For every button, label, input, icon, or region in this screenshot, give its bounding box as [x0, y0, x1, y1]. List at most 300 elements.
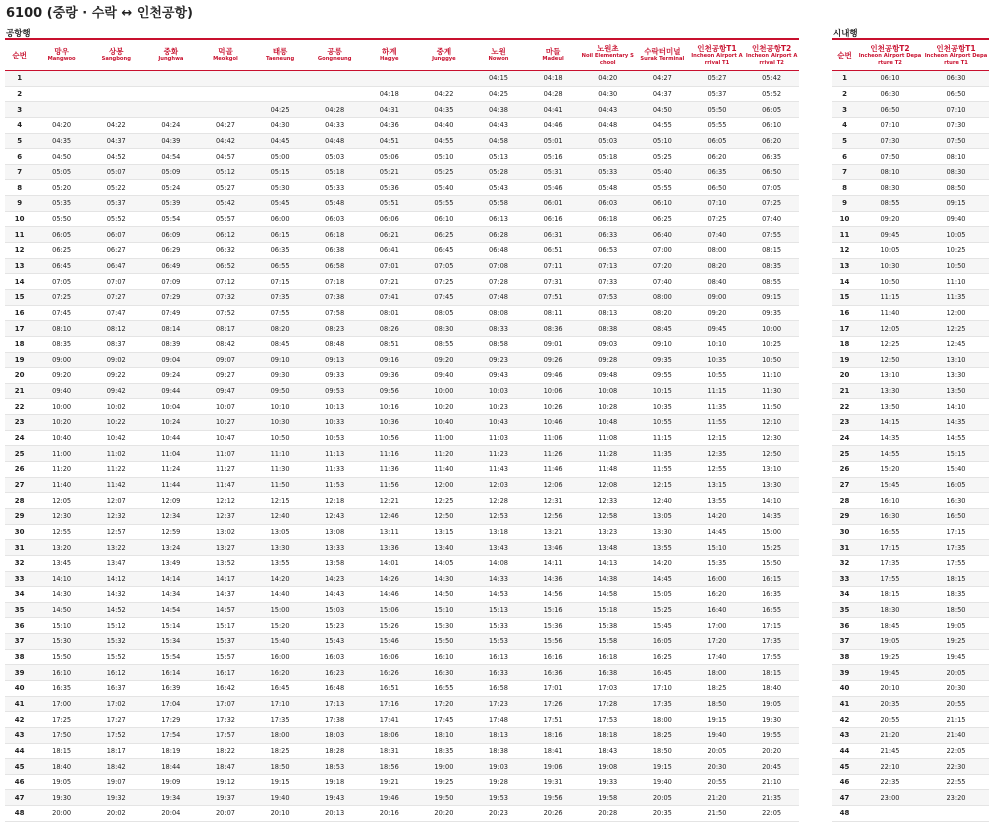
time-cell: 11:03	[471, 430, 526, 446]
time-cell: 09:13	[307, 352, 362, 368]
time-cell: 12:07	[89, 493, 144, 509]
row-number: 5	[5, 133, 34, 149]
inbound-header-row	[832, 39, 989, 71]
time-cell: 14:36	[526, 571, 581, 587]
time-cell: 12:00	[923, 305, 989, 321]
time-cell: 13:55	[690, 493, 745, 509]
time-cell: 09:26	[526, 352, 581, 368]
time-cell: 06:16	[526, 211, 581, 227]
time-cell: 10:25	[744, 336, 799, 352]
table-row	[5, 634, 799, 650]
column-header-ko: 노원	[491, 47, 506, 57]
time-cell: 18:40	[34, 759, 89, 775]
time-cell: 17:53	[580, 712, 635, 728]
time-cell: 07:40	[744, 211, 799, 227]
time-cell: 15:50	[34, 649, 89, 665]
row-number: 37	[832, 634, 857, 650]
time-cell: 21:20	[857, 727, 923, 743]
row-number: 44	[5, 743, 34, 759]
time-cell: 07:18	[307, 274, 362, 290]
table-row	[832, 462, 989, 478]
time-cell: 08:33	[471, 321, 526, 337]
row-number: 32	[5, 555, 34, 571]
row-number: 6	[5, 149, 34, 165]
time-cell: 05:43	[471, 180, 526, 196]
time-cell: 14:58	[580, 587, 635, 603]
time-cell: 09:45	[857, 227, 923, 243]
time-cell: 07:58	[307, 305, 362, 321]
time-cell: 15:54	[144, 649, 199, 665]
time-cell: 10:00	[417, 383, 472, 399]
time-cell: 16:20	[690, 587, 745, 603]
time-cell: 20:00	[34, 806, 89, 822]
time-cell: 17:35	[857, 555, 923, 571]
time-cell: 09:40	[923, 211, 989, 227]
time-cell: 14:35	[744, 508, 799, 524]
table-row	[832, 289, 989, 305]
time-cell: 17:01	[526, 680, 581, 696]
time-cell: 12:50	[417, 508, 472, 524]
time-cell: 16:55	[744, 602, 799, 618]
time-cell: 12:50	[857, 352, 923, 368]
time-cell: 08:45	[635, 321, 690, 337]
time-cell: 10:46	[526, 415, 581, 431]
column-header-en: Junggye	[432, 56, 456, 63]
time-cell: 05:50	[34, 211, 89, 227]
table-row	[832, 321, 989, 337]
table-row	[832, 305, 989, 321]
row-number: 18	[832, 336, 857, 352]
time-cell: 09:20	[690, 305, 745, 321]
time-cell: 18:25	[635, 727, 690, 743]
row-number: 13	[5, 258, 34, 274]
time-cell: 14:55	[923, 430, 989, 446]
time-cell: 19:45	[923, 649, 989, 665]
time-cell: 12:08	[580, 477, 635, 493]
time-cell: 17:13	[307, 696, 362, 712]
outbound-column-header	[144, 39, 199, 71]
time-cell: 04:50	[635, 102, 690, 118]
table-row	[832, 743, 989, 759]
time-cell: 17:03	[580, 680, 635, 696]
time-cell: 07:10	[857, 117, 923, 133]
row-number: 33	[832, 571, 857, 587]
time-cell: 10:24	[144, 415, 199, 431]
time-cell: 09:48	[580, 368, 635, 384]
time-cell: 18:15	[923, 571, 989, 587]
time-cell: 05:31	[526, 164, 581, 180]
time-cell: 20:20	[417, 806, 472, 822]
time-cell: 11:00	[34, 446, 89, 462]
time-cell: 09:24	[144, 368, 199, 384]
time-cell: 05:42	[744, 71, 799, 87]
row-number: 4	[5, 117, 34, 133]
time-cell	[857, 806, 923, 822]
time-cell: 14:35	[857, 430, 923, 446]
time-cell: 16:55	[857, 524, 923, 540]
row-number: 16	[5, 305, 34, 321]
time-cell: 19:43	[307, 790, 362, 806]
time-cell	[144, 71, 199, 87]
time-cell: 06:00	[253, 211, 308, 227]
time-cell: 12:12	[198, 493, 253, 509]
time-cell: 06:35	[744, 149, 799, 165]
time-cell: 08:37	[89, 336, 144, 352]
row-number: 31	[832, 540, 857, 556]
time-cell: 06:25	[635, 211, 690, 227]
inbound-column-header	[832, 39, 857, 71]
time-cell: 17:07	[198, 696, 253, 712]
time-cell: 14:34	[144, 587, 199, 603]
time-cell: 15:32	[89, 634, 144, 650]
time-cell: 18:00	[690, 665, 745, 681]
time-cell: 04:55	[635, 117, 690, 133]
time-cell: 17:25	[34, 712, 89, 728]
time-cell: 13:24	[144, 540, 199, 556]
time-cell: 14:53	[471, 587, 526, 603]
time-cell: 08:35	[34, 336, 89, 352]
column-header-ko: 인천공항T2	[870, 44, 910, 54]
table-row	[832, 196, 989, 212]
row-number: 14	[832, 274, 857, 290]
row-number: 17	[5, 321, 34, 337]
time-cell: 06:50	[923, 86, 989, 102]
time-cell: 17:41	[362, 712, 417, 728]
row-number: 24	[832, 430, 857, 446]
time-cell: 19:12	[198, 774, 253, 790]
time-cell	[34, 71, 89, 87]
time-cell: 08:20	[253, 321, 308, 337]
row-number: 20	[832, 368, 857, 384]
time-cell: 08:50	[923, 180, 989, 196]
time-cell: 12:03	[471, 477, 526, 493]
time-cell: 08:30	[857, 180, 923, 196]
time-cell: 19:40	[253, 790, 308, 806]
inbound-section-label: 시내행	[833, 29, 858, 39]
row-number: 39	[5, 665, 34, 681]
time-cell: 11:55	[635, 462, 690, 478]
time-cell: 13:08	[307, 524, 362, 540]
row-number: 31	[5, 540, 34, 556]
time-cell: 09:04	[144, 352, 199, 368]
time-cell: 06:47	[89, 258, 144, 274]
row-number: 48	[5, 806, 34, 822]
time-cell: 07:38	[307, 289, 362, 305]
time-cell: 06:50	[857, 102, 923, 118]
time-cell: 12:58	[580, 508, 635, 524]
time-cell: 07:05	[744, 180, 799, 196]
table-row	[5, 759, 799, 775]
row-number: 38	[832, 649, 857, 665]
time-cell: 13:30	[923, 368, 989, 384]
row-number: 21	[5, 383, 34, 399]
time-cell: 07:08	[471, 258, 526, 274]
table-row	[5, 180, 799, 196]
time-cell: 06:58	[307, 258, 362, 274]
time-cell: 19:05	[857, 634, 923, 650]
time-cell: 06:25	[34, 243, 89, 259]
time-cell: 07:55	[253, 305, 308, 321]
row-number: 44	[832, 743, 857, 759]
time-cell: 16:17	[198, 665, 253, 681]
time-cell: 07:05	[417, 258, 472, 274]
time-cell: 19:28	[471, 774, 526, 790]
time-cell: 07:30	[923, 117, 989, 133]
table-row	[5, 149, 799, 165]
time-cell: 04:35	[34, 133, 89, 149]
time-cell: 17:00	[690, 618, 745, 634]
time-cell: 12:56	[526, 508, 581, 524]
row-number: 45	[5, 759, 34, 775]
time-cell: 11:50	[744, 399, 799, 415]
time-cell: 07:25	[417, 274, 472, 290]
time-cell: 12:55	[690, 462, 745, 478]
row-number: 6	[832, 149, 857, 165]
time-cell: 13:55	[635, 540, 690, 556]
row-number: 11	[832, 227, 857, 243]
time-cell: 19:05	[744, 696, 799, 712]
time-cell: 11:27	[198, 462, 253, 478]
time-cell: 05:10	[635, 133, 690, 149]
time-cell: 12:25	[417, 493, 472, 509]
time-cell: 05:58	[471, 196, 526, 212]
time-cell: 04:24	[144, 117, 199, 133]
time-cell	[34, 102, 89, 118]
row-number: 20	[5, 368, 34, 384]
time-cell: 18:25	[253, 743, 308, 759]
time-cell: 05:24	[144, 180, 199, 196]
time-cell: 05:18	[580, 149, 635, 165]
table-row	[5, 540, 799, 556]
time-cell: 15:10	[417, 602, 472, 618]
table-row	[832, 368, 989, 384]
table-row	[832, 571, 989, 587]
time-cell: 07:10	[690, 196, 745, 212]
time-cell	[307, 71, 362, 87]
time-cell: 20:23	[471, 806, 526, 822]
time-cell: 09:00	[34, 352, 89, 368]
time-cell: 17:23	[471, 696, 526, 712]
column-header-ko: 태릉	[272, 47, 288, 57]
time-cell: 12:25	[857, 336, 923, 352]
time-cell: 09:23	[471, 352, 526, 368]
time-cell: 14:14	[144, 571, 199, 587]
table-row	[5, 305, 799, 321]
table-row	[832, 133, 989, 149]
table-row	[5, 383, 799, 399]
row-number: 42	[5, 712, 34, 728]
time-cell: 12:30	[744, 430, 799, 446]
time-cell: 05:55	[690, 117, 745, 133]
time-cell: 20:30	[690, 759, 745, 775]
time-cell: 13:33	[307, 540, 362, 556]
table-row	[5, 493, 799, 509]
time-cell: 16:10	[417, 649, 472, 665]
time-cell: 07:51	[526, 289, 581, 305]
row-number: 26	[832, 462, 857, 478]
time-cell: 11:30	[253, 462, 308, 478]
time-cell: 08:36	[526, 321, 581, 337]
table-row	[5, 211, 799, 227]
time-cell: 06:20	[690, 149, 745, 165]
table-row	[832, 493, 989, 509]
time-cell: 18:41	[526, 743, 581, 759]
time-cell	[923, 806, 989, 822]
row-number: 22	[832, 399, 857, 415]
time-cell: 19:08	[580, 759, 635, 775]
time-cell: 09:20	[857, 211, 923, 227]
row-number: 27	[5, 477, 34, 493]
table-row	[832, 415, 989, 431]
time-cell: 09:03	[580, 336, 635, 352]
time-cell: 16:50	[923, 508, 989, 524]
time-cell: 13:58	[307, 555, 362, 571]
time-cell: 12:25	[923, 321, 989, 337]
column-header-ko: 하계	[382, 47, 397, 57]
time-cell: 05:55	[635, 180, 690, 196]
time-cell: 12:57	[89, 524, 144, 540]
table-row	[832, 71, 989, 87]
row-number: 38	[5, 649, 34, 665]
time-cell: 11:06	[526, 430, 581, 446]
table-row	[5, 227, 799, 243]
time-cell: 16:35	[744, 587, 799, 603]
time-cell: 08:26	[362, 321, 417, 337]
time-cell: 20:30	[923, 680, 989, 696]
time-cell: 13:22	[89, 540, 144, 556]
time-cell: 11:16	[362, 446, 417, 462]
time-cell: 10:07	[198, 399, 253, 415]
table-row	[5, 321, 799, 337]
time-cell: 20:13	[307, 806, 362, 822]
column-header-en: Incheon Airport Arrival T1	[691, 53, 743, 66]
time-cell: 22:55	[923, 774, 989, 790]
row-number: 28	[832, 493, 857, 509]
time-cell: 06:35	[253, 243, 308, 259]
time-cell: 15:20	[857, 462, 923, 478]
row-number: 46	[832, 774, 857, 790]
outbound-column-header	[417, 39, 472, 71]
time-cell: 05:51	[362, 196, 417, 212]
time-cell: 20:10	[857, 680, 923, 696]
time-cell: 05:06	[362, 149, 417, 165]
time-cell: 14:15	[857, 415, 923, 431]
time-cell: 06:01	[526, 196, 581, 212]
row-number: 39	[832, 665, 857, 681]
time-cell: 06:55	[253, 258, 308, 274]
time-cell: 06:45	[34, 258, 89, 274]
time-cell: 14:32	[89, 587, 144, 603]
time-cell: 19:25	[417, 774, 472, 790]
time-cell: 04:43	[471, 117, 526, 133]
time-cell: 05:30	[253, 180, 308, 196]
time-cell: 04:48	[580, 117, 635, 133]
table-row	[5, 555, 799, 571]
row-number: 28	[5, 493, 34, 509]
time-cell: 15:12	[89, 618, 144, 634]
time-cell: 13:05	[253, 524, 308, 540]
time-cell: 13:50	[857, 399, 923, 415]
time-cell: 23:20	[923, 790, 989, 806]
time-cell: 10:04	[144, 399, 199, 415]
time-cell: 08:23	[307, 321, 362, 337]
time-cell: 12:40	[253, 508, 308, 524]
time-cell: 14:23	[307, 571, 362, 587]
time-cell: 14:54	[144, 602, 199, 618]
table-row	[832, 477, 989, 493]
time-cell: 18:15	[744, 665, 799, 681]
time-cell: 15:23	[307, 618, 362, 634]
time-cell: 13:30	[635, 524, 690, 540]
row-number: 7	[832, 164, 857, 180]
time-cell: 13:18	[471, 524, 526, 540]
time-cell: 17:04	[144, 696, 199, 712]
time-cell: 09:28	[580, 352, 635, 368]
time-cell: 18:50	[690, 696, 745, 712]
time-cell: 13:43	[471, 540, 526, 556]
time-cell: 15:14	[144, 618, 199, 634]
time-cell: 16:05	[635, 634, 690, 650]
row-number: 29	[832, 508, 857, 524]
time-cell: 11:40	[34, 477, 89, 493]
time-cell: 11:04	[144, 446, 199, 462]
time-cell: 13:05	[635, 508, 690, 524]
time-cell: 09:47	[198, 383, 253, 399]
time-cell: 19:45	[857, 665, 923, 681]
time-cell: 15:58	[580, 634, 635, 650]
time-cell: 09:20	[34, 368, 89, 384]
time-cell: 10:35	[690, 352, 745, 368]
outbound-column-header	[635, 39, 690, 71]
time-cell: 20:07	[198, 806, 253, 822]
time-cell: 18:13	[471, 727, 526, 743]
time-cell: 16:37	[89, 680, 144, 696]
time-cell: 16:45	[635, 665, 690, 681]
time-cell: 09:36	[362, 368, 417, 384]
time-cell: 13:30	[253, 540, 308, 556]
time-cell: 05:33	[307, 180, 362, 196]
row-number: 3	[5, 102, 34, 118]
time-cell: 09:35	[635, 352, 690, 368]
row-number: 12	[5, 243, 34, 259]
time-cell: 21:45	[857, 743, 923, 759]
time-cell: 04:37	[635, 86, 690, 102]
row-number: 29	[5, 508, 34, 524]
time-cell: 05:07	[89, 164, 144, 180]
row-number: 2	[832, 86, 857, 102]
time-cell: 06:41	[362, 243, 417, 259]
row-number: 36	[5, 618, 34, 634]
time-cell: 14:35	[923, 415, 989, 431]
time-cell: 04:52	[89, 149, 144, 165]
time-cell: 17:55	[744, 649, 799, 665]
table-row	[832, 446, 989, 462]
time-cell: 05:25	[635, 149, 690, 165]
time-cell: 11:56	[362, 477, 417, 493]
table-row	[5, 680, 799, 696]
row-number: 46	[5, 774, 34, 790]
row-number: 12	[832, 243, 857, 259]
time-cell: 11:35	[923, 289, 989, 305]
time-cell: 08:55	[744, 274, 799, 290]
table-row	[832, 649, 989, 665]
time-cell: 07:52	[198, 305, 253, 321]
time-cell: 11:40	[857, 305, 923, 321]
table-row	[832, 774, 989, 790]
time-cell: 12:43	[307, 508, 362, 524]
time-cell: 08:14	[144, 321, 199, 337]
time-cell: 13:48	[580, 540, 635, 556]
